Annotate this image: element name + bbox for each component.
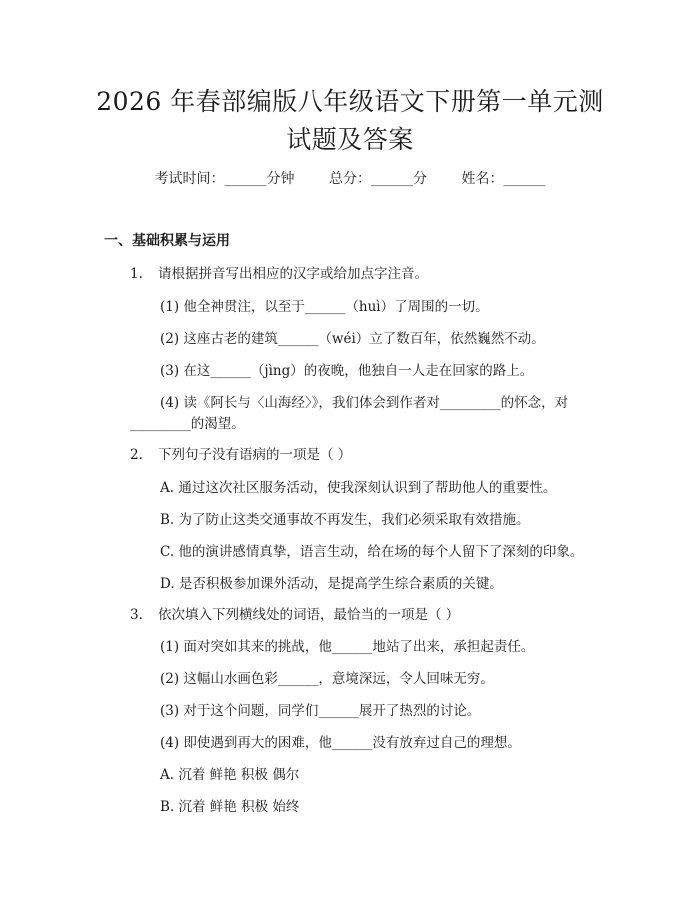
question-1 [130, 262, 428, 282]
q1-item-1: (1) 他全神贯注，以至于______（huì）了周围的一切。 [160, 299, 489, 315]
page-title-line1: 2026 年春部编版八年级语文下册第一单元测 [96, 87, 604, 116]
q2-option-a: A. 通过这次社区服务活动，使我深刻认识到了帮助他人的重要性。 [160, 480, 557, 496]
q3-item-3: (3) 对于这个问题，同学们______展开了热烈的讨论。 [160, 703, 481, 719]
q3-item-2: (2) 这幅山水画色彩______，意境深远，令人回味无穷。 [160, 671, 494, 687]
section-heading: 一、基础积累与运用 [104, 233, 230, 249]
total-score-field: 总分：______分 [329, 171, 427, 187]
question-stem: 请根据拼音写出相应的汉字或给加点字注音。 [158, 266, 428, 282]
q3-option-b: B. 沉着 鲜艳 积极 始终 [160, 799, 300, 815]
student-name-field: 姓名：______ [461, 171, 546, 187]
question-number: 3. [130, 607, 143, 623]
question-number: 2. [130, 447, 143, 463]
q3-option-a: A. 沉着 鲜艳 积极 偶尔 [160, 767, 300, 783]
q1-item-2: (2) 这座古老的建筑______（wéi）立了数百年，依然巍然不动。 [160, 331, 545, 347]
q3-item-1: (1) 面对突如其来的挑战，他______地站了出来，承担起责任。 [160, 639, 535, 655]
q2-option-d: D. 是否积极参加课外活动，是提高学生综合素质的关键。 [160, 576, 503, 592]
question-3 [130, 603, 459, 623]
q3-item-4: (4) 即使遇到再大的困难，他______没有放弃过自己的理想。 [160, 735, 521, 751]
q1-item-3: (3) 在这______（jìng）的夜晚，他独自一人走在回家的路上。 [160, 363, 534, 379]
exam-info-row [0, 168, 700, 188]
question-stem: 下列句子没有语病的一项是（ ） [158, 447, 352, 463]
q1-item-4-continuation: _________的渴望。 [130, 416, 245, 432]
q2-option-c: C. 他的演讲感情真挚，语言生动，给在场的每个人留下了深刻的印象。 [160, 544, 584, 560]
question-stem: 依次填入下列横线处的词语，最恰当的一项是（ ） [158, 607, 460, 623]
question-number: 1. [130, 266, 143, 282]
q1-item-4: (4) 读《阿长与〈山海经〉》，我们体会到作者对_________的怀念，对 [160, 395, 569, 411]
q2-option-b: B. 为了防止这类交通事故不再发生，我们必须采取有效措施。 [160, 512, 530, 528]
question-2 [130, 443, 351, 463]
exam-time-field: 考试时间：______分钟 [154, 171, 295, 187]
page-title-line2: 试题及答案 [286, 125, 414, 154]
